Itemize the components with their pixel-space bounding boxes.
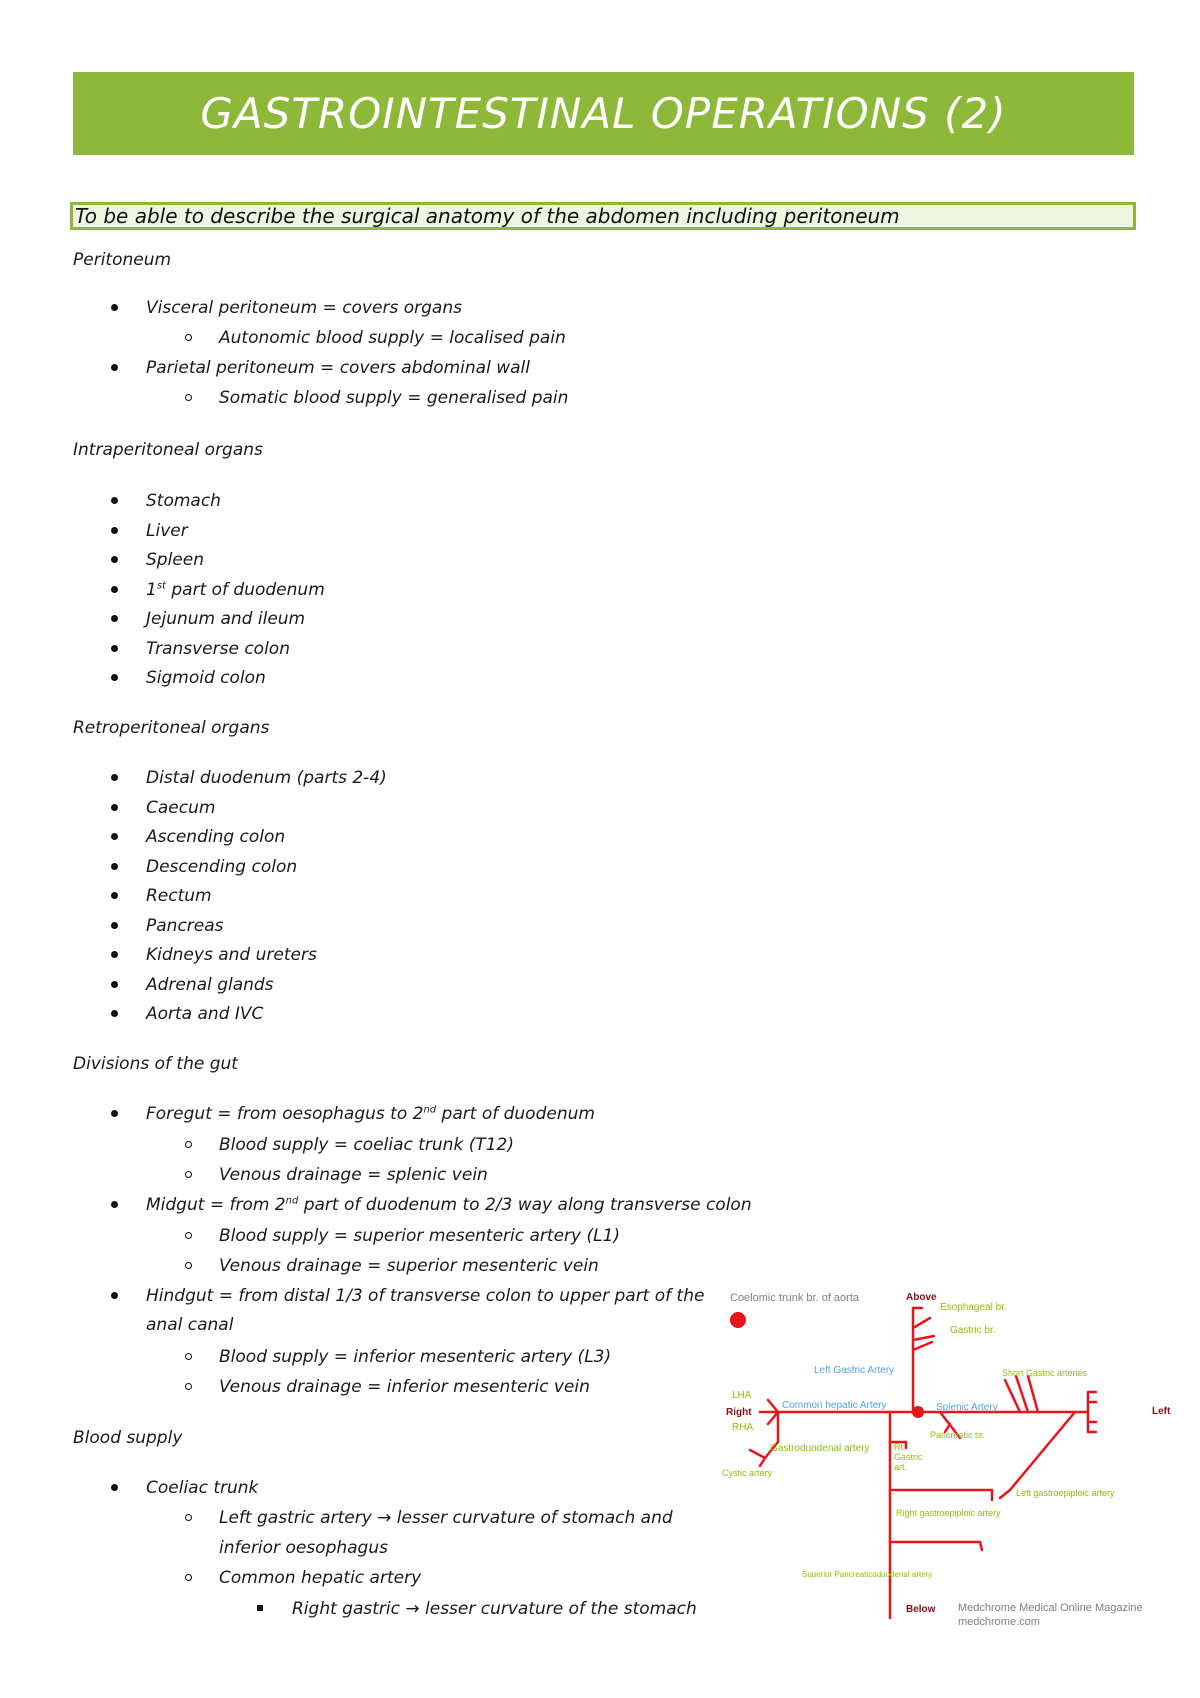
rt-gastric-label-2: Gastric — [894, 1452, 923, 1462]
list-item: Blood supply = inferior mesenteric artery (L3) — [219, 1347, 612, 1367]
rha-label: RHA — [732, 1422, 754, 1433]
sup-pancreaticoduodenal-label: Superior Pancreaticoduodenal artery — [802, 1570, 933, 1579]
list-item: Transverse colon — [146, 639, 290, 659]
bullet — [111, 527, 118, 534]
blood-supply-heading: Blood supply — [73, 1428, 183, 1448]
bullet — [111, 586, 118, 593]
list-item: Jejunum and ileum — [146, 609, 306, 629]
right-gastroepiploic-label: Right gastroepiploic artery — [896, 1508, 1001, 1518]
sub-bullet — [185, 1262, 192, 1269]
sub-bullet — [185, 1383, 192, 1390]
sub-bullet — [185, 1232, 192, 1239]
rt-gastric-label-1: Rt. — [894, 1442, 906, 1452]
credit-line-2: medchrome.com — [958, 1616, 1040, 1628]
coeliac-trunk-diagram — [720, 1280, 1190, 1630]
retroperitoneal-heading: Retroperitoneal organs — [73, 718, 270, 738]
bullet — [111, 833, 118, 840]
list-item: Rectum — [146, 886, 212, 906]
list-item: Midgut = from 2nd part of duodenum to 2/3 way along transverse colon — [146, 1195, 752, 1215]
bullet — [111, 863, 118, 870]
bullet — [111, 1201, 118, 1208]
short-gastric-label: Short Gastric arteries — [1002, 1368, 1088, 1378]
list-item: Right gastric → lesser curvature of the stomach — [292, 1599, 697, 1619]
bullet — [111, 615, 118, 622]
list-item: Kidneys and ureters — [146, 945, 317, 965]
bullet — [111, 645, 118, 652]
diagram-below-label: Below — [906, 1604, 936, 1615]
list-item: Parietal peritoneum = covers abdominal wall — [146, 358, 530, 378]
left-gastric-label: Left Gastric Artery — [814, 1365, 895, 1376]
sub-bullet — [185, 334, 192, 341]
pancreatic-label: Pancreatic br. — [930, 1430, 986, 1440]
list-item: Aorta and IVC — [146, 1004, 264, 1024]
list-item-continued: anal canal — [146, 1315, 234, 1335]
list-item: Coeliac trunk — [146, 1478, 259, 1498]
list-item: Common hepatic artery — [219, 1568, 422, 1588]
bullet — [111, 922, 118, 929]
square-bullet — [257, 1605, 263, 1611]
sub-bullet — [185, 1574, 192, 1581]
list-item: Left gastric artery → lesser curvature of stomach and — [219, 1508, 673, 1528]
list-item: Venous drainage = superior mesenteric vein — [219, 1256, 599, 1276]
list-item: Hindgut = from distal 1/3 of transverse colon to upper part of the — [146, 1286, 705, 1306]
list-item: Venous drainage = inferior mesenteric vein — [219, 1377, 590, 1397]
list-item: Blood supply = coeliac trunk (T12) — [219, 1135, 514, 1155]
gastric-branch-label: Gastric br. — [950, 1325, 996, 1336]
list-item: Venous drainage = splenic vein — [219, 1165, 488, 1185]
title-banner — [73, 72, 1134, 155]
list-item: Adrenal glands — [146, 975, 274, 995]
list-item: Spleen — [146, 550, 204, 570]
bullet — [111, 497, 118, 504]
left-gastroepiploic-label: Left gastroepiploic artery — [1016, 1488, 1115, 1498]
sub-bullet — [185, 1141, 192, 1148]
bullet — [111, 1484, 118, 1491]
diagram-right-label: Right — [726, 1407, 752, 1418]
bullet — [111, 1010, 118, 1017]
bullet — [111, 364, 118, 371]
list-item-continued: inferior oesophagus — [219, 1538, 388, 1558]
list-item: Pancreas — [146, 916, 224, 936]
bullet — [111, 1110, 118, 1117]
bullet — [111, 304, 118, 311]
bullet — [111, 1292, 118, 1299]
cystic-label: Cystic artery — [722, 1468, 773, 1478]
list-item: 1st part of duodenum — [146, 580, 325, 600]
peritoneum-heading: Peritoneum — [73, 250, 172, 270]
common-hepatic-label: Common hepatic Artery — [782, 1400, 887, 1411]
sub-bullet — [185, 1514, 192, 1521]
list-item: Stomach — [146, 491, 221, 511]
list-item: Sigmoid colon — [146, 668, 266, 688]
sub-bullet — [185, 1171, 192, 1178]
diagram-caption: Coelomic trunk br. of aorta — [730, 1292, 860, 1304]
bullet — [111, 674, 118, 681]
bullet — [111, 556, 118, 563]
list-item: Ascending colon — [146, 827, 286, 847]
list-item: Foregut = from oesophagus to 2nd part of duodenum — [146, 1104, 595, 1124]
list-item: Somatic blood supply = generalised pain — [219, 388, 569, 408]
list-item: Caecum — [146, 798, 216, 818]
list-item: Descending colon — [146, 857, 298, 877]
list-item: Blood supply = superior mesenteric artery (L1) — [219, 1226, 621, 1246]
lha-label: LHA — [732, 1390, 752, 1401]
diagram-above-label: Above — [906, 1292, 937, 1303]
credit-line-1: Medchrome Medical Online Magazine — [958, 1602, 1143, 1614]
list-item: Distal duodenum (parts 2-4) — [146, 768, 387, 788]
bullet — [111, 951, 118, 958]
rt-gastric-label-3: art. — [894, 1462, 908, 1472]
list-item: Visceral peritoneum = covers organs — [146, 298, 462, 318]
objective-box: To be able to describe the surgical anatomy of the abdomen including peritoneum — [70, 202, 1136, 230]
bullet — [111, 981, 118, 988]
sub-bullet — [185, 1353, 192, 1360]
gastroduodenal-label: Gastroduodenal artery — [770, 1443, 870, 1454]
sub-bullet — [185, 394, 192, 401]
esophageal-label: Esophageal br. — [940, 1302, 1007, 1313]
splenic-label: Splenic Artery — [936, 1402, 998, 1413]
divisions-heading: Divisions of the gut — [73, 1054, 238, 1074]
list-item: Liver — [146, 521, 188, 541]
diagram-left-label: Left — [1152, 1406, 1171, 1417]
bullet — [111, 804, 118, 811]
bullet — [111, 774, 118, 781]
bullet — [111, 892, 118, 899]
page-title: GASTROINTESTINAL OPERATIONS (2) — [200, 89, 1007, 138]
list-item: Autonomic blood supply = localised pain — [219, 328, 566, 348]
intraperitoneal-heading: Intraperitoneal organs — [73, 440, 263, 460]
